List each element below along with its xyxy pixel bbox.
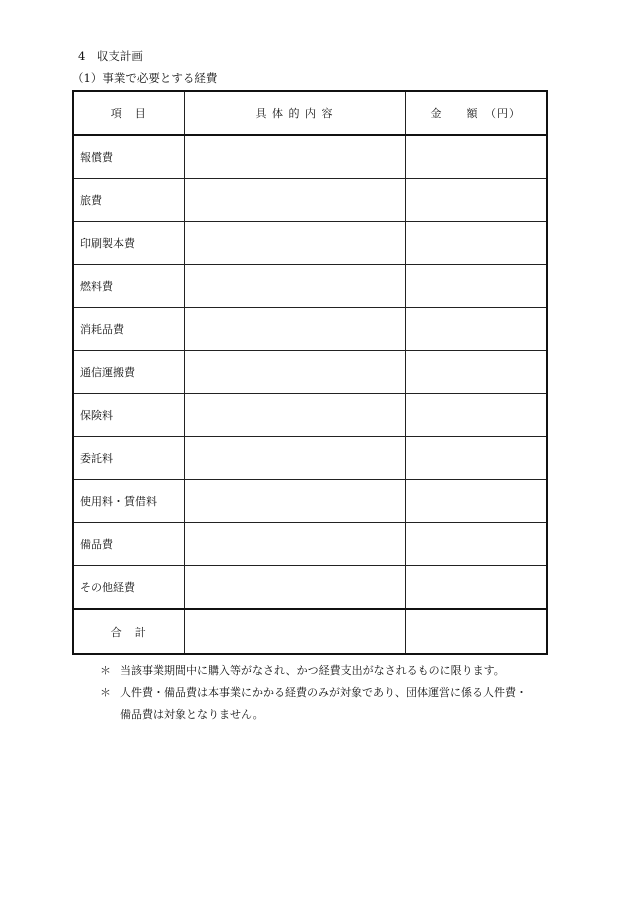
column-header-amount: 金 額 （円） [405, 91, 547, 135]
amount-cell[interactable] [405, 351, 547, 394]
table-row [73, 566, 547, 610]
expense-item-label: 備品費 [73, 523, 184, 566]
subsection-heading: （1）事業で必要とする経費 [72, 71, 218, 85]
details-cell[interactable] [184, 222, 405, 265]
table-row [73, 351, 547, 394]
table-row [73, 394, 547, 437]
expense-table [72, 90, 548, 655]
amount-cell[interactable] [405, 566, 547, 610]
expense-item-label: 使用料・賃借料 [73, 480, 184, 523]
section-heading: 4 収支計画 [78, 49, 143, 63]
asterisk-mark: ＊ [100, 664, 111, 677]
amount-cell[interactable] [405, 394, 547, 437]
asterisk-mark: ＊ [100, 686, 111, 699]
details-cell[interactable] [184, 179, 405, 222]
notes [100, 660, 570, 726]
details-cell[interactable] [184, 394, 405, 437]
expense-item-label: 旅費 [73, 179, 184, 222]
details-cell[interactable] [184, 566, 405, 610]
table-row [73, 437, 547, 480]
table-header-row [73, 91, 547, 135]
amount-cell[interactable] [405, 523, 547, 566]
total-amount-cell[interactable] [405, 609, 547, 654]
amount-cell[interactable] [405, 308, 547, 351]
total-label: 合 計 [73, 609, 184, 654]
expense-item-label: 報償費 [73, 135, 184, 179]
note-text: 当該事業期間中に購入等がなされ、かつ経費支出がなされるものに限ります。 [120, 664, 505, 677]
note-item [100, 660, 570, 682]
table-row [73, 222, 547, 265]
amount-cell[interactable] [405, 265, 547, 308]
amount-cell[interactable] [405, 179, 547, 222]
amount-cell[interactable] [405, 135, 547, 179]
details-cell[interactable] [184, 523, 405, 566]
amount-cell[interactable] [405, 222, 547, 265]
note-item [100, 682, 570, 726]
table-row [73, 135, 547, 179]
table-row [73, 308, 547, 351]
details-cell[interactable] [184, 265, 405, 308]
table-row [73, 179, 547, 222]
details-cell[interactable] [184, 437, 405, 480]
total-row [73, 609, 547, 654]
amount-cell[interactable] [405, 437, 547, 480]
column-header-item: 項 目 [73, 91, 184, 135]
details-cell[interactable] [184, 308, 405, 351]
table-row [73, 480, 547, 523]
expense-item-label: その他経費 [73, 566, 184, 610]
expense-item-label: 委託料 [73, 437, 184, 480]
expense-item-label: 消耗品費 [73, 308, 184, 351]
expense-item-label: 燃料費 [73, 265, 184, 308]
amount-cell[interactable] [405, 480, 547, 523]
table-row [73, 265, 547, 308]
details-cell[interactable] [184, 480, 405, 523]
expense-item-label: 保険料 [73, 394, 184, 437]
column-header-details: 具 体 的 内 容 [184, 91, 405, 135]
details-cell[interactable] [184, 135, 405, 179]
total-details-cell[interactable] [184, 609, 405, 654]
note-text: 人件費・備品費は本事業にかかる経費のみが対象であり、団体運営に係る人件費・ 備品費は対象となりません。 [120, 686, 527, 721]
expense-item-label: 通信運搬費 [73, 351, 184, 394]
details-cell[interactable] [184, 351, 405, 394]
table-row [73, 523, 547, 566]
expense-item-label: 印刷製本費 [73, 222, 184, 265]
